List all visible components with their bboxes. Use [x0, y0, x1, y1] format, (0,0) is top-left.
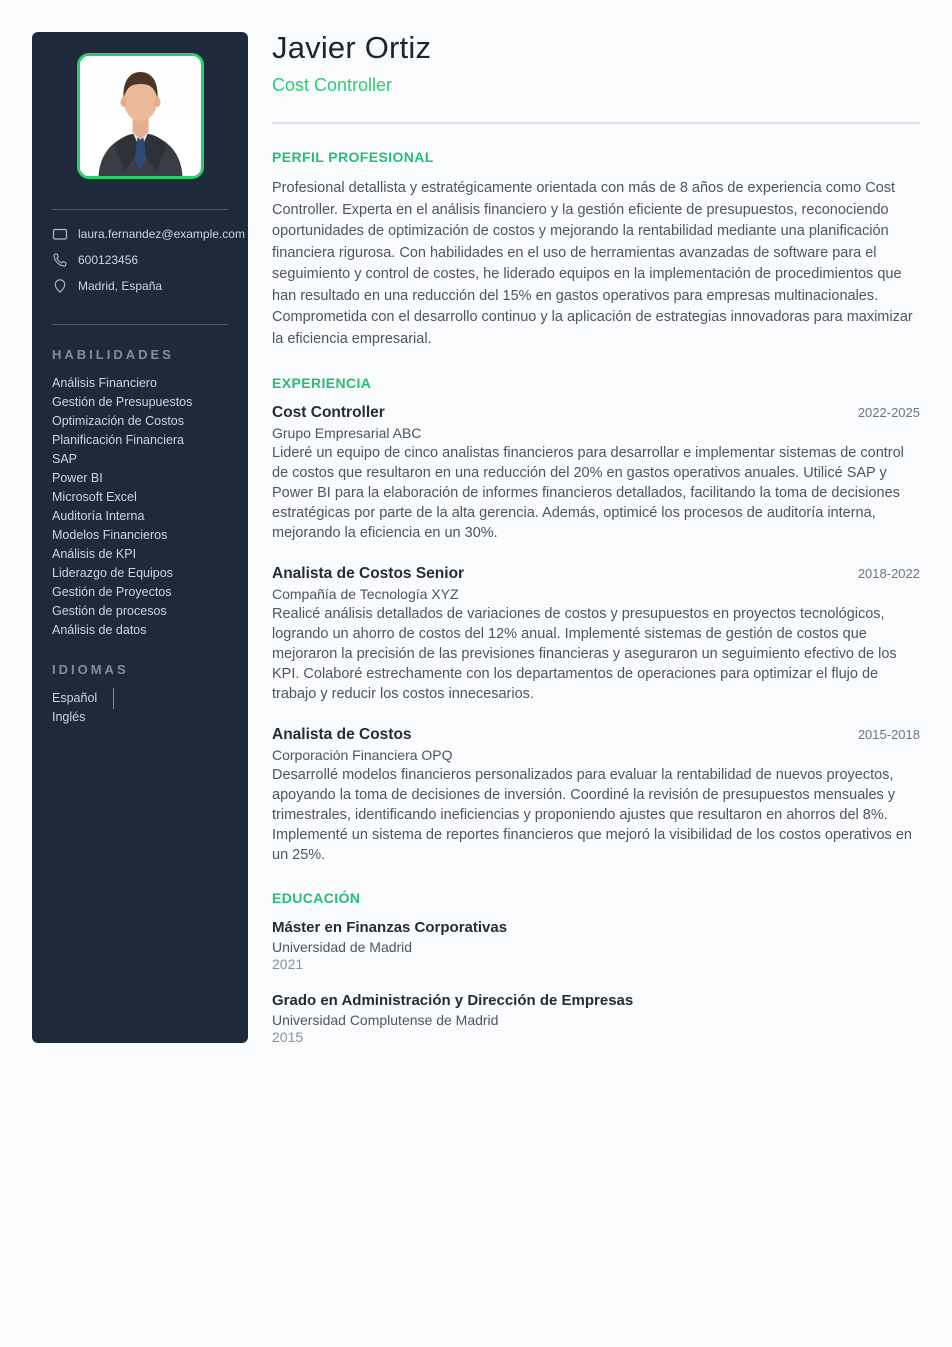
job-company: Compañía de Tecnología XYZ [272, 586, 459, 602]
job-description: Lideré un equipo de cinco analistas financieros para desarrollar e implementar sistemas de control de costos que resultaron en una reducción del 20% en gastos operativos anuales. Utilicé SAP y Power BI para la elaboración de informes financieros detallados, facilitando la toma de decisiones estratégicas por parte de la alta gerencia. Además, optimicé los procesos de auditoría interna, mejorando la eficiencia en un 30%. [272, 445, 904, 541]
skill-item: Análisis de datos [52, 623, 147, 637]
contact-section [52, 226, 248, 294]
education-year: 2015 [272, 1029, 304, 1045]
job-role: Analista de Costos Senior [272, 565, 465, 582]
education-degree: Grado en Administración y Dirección de Empresas [272, 992, 634, 1009]
header-divider [272, 122, 920, 124]
profile-photo [77, 53, 204, 179]
person-job-title: Cost Controller [272, 75, 393, 95]
languages-list [52, 689, 228, 727]
job-role: Cost Controller [272, 404, 385, 421]
experience-entry [272, 404, 920, 543]
skill-item: Modelos Financieros [52, 528, 168, 542]
experience-heading: EXPERIENCIA [272, 375, 372, 391]
profile-section [272, 149, 920, 350]
skills-list [52, 374, 228, 640]
skill-item: Power BI [52, 471, 103, 485]
sidebar-divider-contact [52, 324, 228, 325]
skill-item: Gestión de procesos [52, 604, 167, 618]
sidebar-divider-top [52, 209, 228, 210]
skill-item: Optimización de Costos [52, 414, 185, 428]
education-entry [272, 992, 920, 1045]
envelope-icon [52, 226, 68, 242]
education-heading: EDUCACIÓN [272, 890, 361, 906]
skill-item: Auditoría Interna [52, 509, 145, 523]
portrait-illustration [80, 56, 201, 176]
language-item: Inglés [52, 710, 86, 724]
languages-section [52, 662, 228, 727]
skill-item: Gestión de Proyectos [52, 585, 172, 599]
experience-entry [272, 565, 920, 704]
contact-phone [52, 252, 248, 268]
contact-email-value: laura.fernandez@example.com [78, 227, 245, 241]
skill-item: SAP [52, 452, 78, 466]
skill-item: Análisis de KPI [52, 547, 137, 561]
skill-item: Análisis Financiero [52, 376, 157, 390]
job-description: Desarrollé modelos financieros personalizados para evaluar la rentabilidad de nuevos proyectos, apoyando la toma de decisiones de inversión. Coordiné la revisión de presupuestos mensuales y trimestrales, identificando ineficiencias y proponiendo ajustes que resultaron en ahorros del 8%. Implementé un sistema de reportes financieros que mejoró la visibilidad de los costos operativos en un 25%. [272, 767, 912, 863]
languages-heading: IDIOMAS [52, 662, 129, 677]
education-year: 2021 [272, 956, 304, 972]
job-company: Corporación Financiera OPQ [272, 747, 453, 763]
resume-main [272, 30, 920, 1065]
skills-heading: HABILIDADES [52, 347, 174, 362]
job-description: Realicé análisis detallados de variaciones de costos y presupuestos en proyectos tecnológicos, logrando un ahorro de costos del 12% anual. Implementé sistemas de gestión de costos que mejoraron la precisión de las previsiones financieras y aseguraron un seguimiento efectivo de los KPI. Colaboré estrechamente con los departamentos de operaciones para optimizar el flujo de trabajo y reducir los costos innecesarios. [272, 606, 897, 702]
skill-item: Planificación Financiera [52, 433, 185, 447]
profile-heading: PERFIL PROFESIONAL [272, 149, 434, 165]
skills-section [52, 347, 228, 640]
job-role: Analista de Costos [272, 726, 412, 743]
experience-section [272, 375, 920, 865]
job-dates: 2018-2022 [857, 566, 920, 581]
contact-email [52, 226, 248, 242]
job-company: Grupo Empresarial ABC [272, 425, 422, 441]
education-school: Universidad de Madrid [272, 939, 413, 955]
location-pin-icon [52, 278, 68, 294]
language-item: Español [52, 691, 98, 705]
education-degree: Máster en Finanzas Corporativas [272, 919, 508, 936]
skill-item: Microsoft Excel [52, 490, 137, 504]
text-cursor [113, 688, 114, 709]
profile-text: Profesional detallista y estratégicamente orientada con más de 8 años de experiencia como Cost Controller. Experta en el análisis financiero y la gestión eficiente de presupuestos, reconociendo oportunidades de optimización de costos y mejorando la rentabilidad mediante una planificación financiera rigurosa. Con habilidades en el uso de herramientas avanzadas de software para el seguimiento y control de costes, he liderado equipos en la implementación de procedimientos que han resultado en una reducción del 15% en gastos operativos para empresas multinacionales. Comprometida con el desarrollo continuo y la aplicación de estrategias innovadoras para maximizar la eficiencia empresarial. [272, 180, 913, 347]
person-name: Javier Ortiz [272, 30, 432, 65]
skill-item: Liderazgo de Equipos [52, 566, 173, 580]
contact-phone-value: 600123456 [78, 253, 139, 267]
phone-icon [52, 252, 68, 268]
job-dates: 2015-2018 [857, 727, 920, 742]
contact-location-value: Madrid, España [78, 279, 163, 293]
contact-location [52, 278, 248, 294]
resume-sidebar [32, 32, 248, 1043]
education-school: Universidad Complutense de Madrid [272, 1012, 499, 1028]
job-dates: 2022-2025 [857, 405, 920, 420]
experience-entry [272, 726, 920, 865]
education-entry [272, 919, 920, 972]
skill-item: Gestión de Presupuestos [52, 395, 193, 409]
education-section [272, 890, 920, 1045]
